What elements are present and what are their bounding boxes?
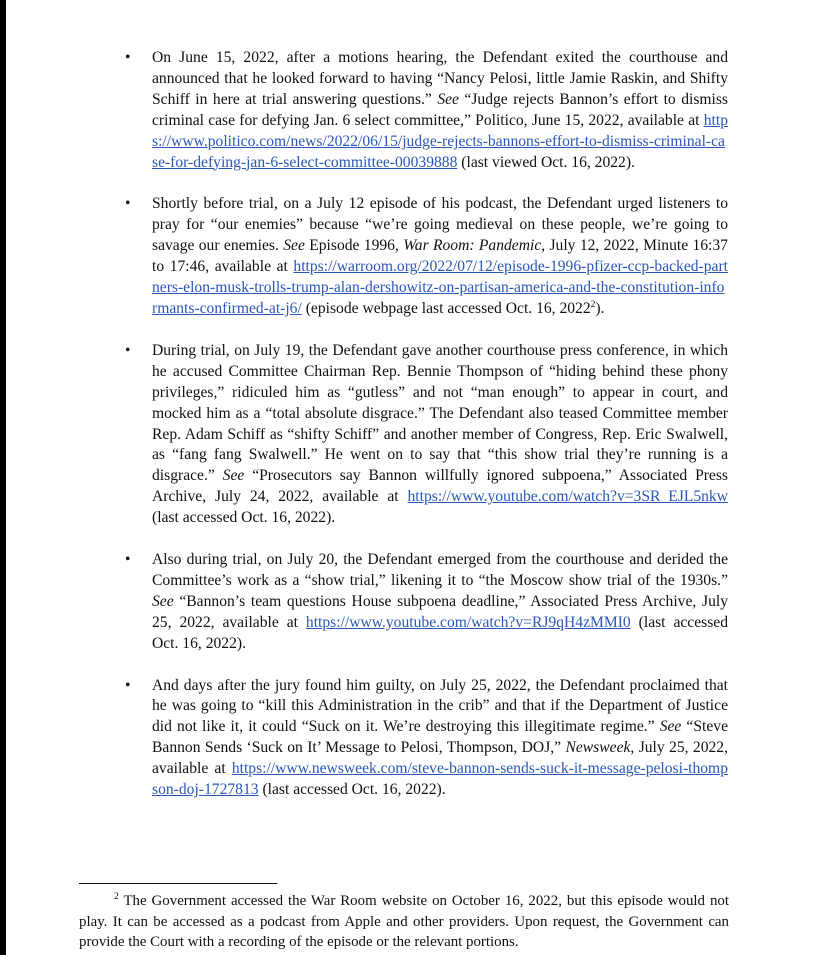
body-text: “Bannon’s team questions House subpoena deadline,” Associated Press Archive, July 25, 2022, available at [152, 592, 728, 631]
footnote-reference: 2 [590, 299, 596, 310]
italic-text: Newsweek [565, 739, 631, 757]
italic-text: See [222, 467, 245, 485]
body-text: , July 12, 2022, Minute 16:37 to 17:46, available at [152, 237, 728, 276]
body-text: (last accessed Oct. 16, 2022). [152, 509, 336, 527]
body-text: (last accessed Oct. 16, 2022). [258, 781, 446, 799]
body-text: And days after the jury found him guilty, on July 25, 2022, the Defendant proclaimed that he was going to “kill this Administration in the crib” and that if the Department of Justice did not like it, it could “Suck on it. We’re destroying this illegitimate regime.” [152, 676, 728, 736]
body-text: (episode webpage last accessed Oct. 16, 2022 [301, 299, 591, 317]
bullet-item [152, 48, 728, 173]
body-text: On June 15, 2022, after a motions hearing, the Defendant exited the courthouse and announced that he looked forward to having “Nancy Pelosi, little Jamie Raskin, and Shifty Schiff in here at trial answering questions.” [152, 49, 728, 108]
bullet-list [0, 48, 827, 822]
italic-text: War Room: Pandemic [403, 237, 542, 255]
citation-link[interactable]: https://www.newsweek.com/steve-bannon-sends-suck-it-message-pelosi-thompson-doj-1727813 [152, 760, 728, 799]
body-text: Shortly before trial, on a July 12 episode of his podcast, the Defendant urged listeners to pray for “our enemies” because “we’re going medieval on these people, we’re going to savage our enemies. [152, 195, 728, 255]
body-text: During trial, on July 19, the Defendant gave another courthouse press conference, in which he accused Committee Chairman Rep. Bennie Thompson of “hiding behind these phony privileges,” ridiculed him as “gutless” and not “man enough” to appear in court, and mocked him as a “total absolute disgrace.” The Defendant also teased Committee member Rep. Adam Schiff as “shifty Schiff” and another member of Congress, Rep. Eric Swalwell, as “fang fang Swalwell.” He went on to say that “this show trial they’re running is a disgrace.” [152, 341, 728, 485]
italic-text: See [152, 592, 174, 610]
bullet-item [152, 194, 728, 319]
citation-link[interactable]: https://www.politico.com/news/2022/06/15/judge-rejects-bannons-effort-to-dismiss-criminal-case-for-defying-jan-6-select-committee-00039888 [152, 111, 728, 171]
body-text: ). [595, 299, 605, 317]
italic-text: See [659, 718, 682, 736]
body-text: (last accessed Oct. 16, 2022). [152, 613, 728, 652]
italic-text: See [437, 90, 459, 108]
body-text: “Judge rejects Bannon’s effort to dismiss criminal case for defying Jan. 6 select committee,” Politico, June 15, 2022, available at [152, 90, 728, 129]
body-text: “Steve Bannon Sends ‘Suck on It’ Message to Pelosi, Thompson, DOJ,” [152, 718, 728, 757]
body-text: , July 25, 2022, available at [152, 739, 729, 778]
footnote [79, 891, 729, 953]
italic-text: See [283, 237, 305, 255]
footnote-marker: 2 [114, 892, 119, 903]
bullet-item [152, 676, 728, 801]
footnote-separator [79, 883, 277, 884]
bullet-item [152, 341, 728, 529]
citation-link[interactable]: https://warroom.org/2022/07/12/episode-1996-pfizer-ccp-backed-partners-elon-musk-trolls-trump-alan-dershowitz-on-partisan-america-and-the-constitution-informants-confirmed-at-j6/ [152, 258, 728, 317]
citation-link[interactable]: https://www.youtube.com/watch?v=3SR_EJL5nkw [407, 488, 728, 506]
citation-link[interactable]: https://www.youtube.com/watch?v=RJ9qH4zMMI0 [305, 613, 631, 631]
body-text: “Prosecutors say Bannon willfully ignored subpoena,” Associated Press Archive, July 24, 2022, available at [152, 467, 728, 506]
bullet-item [152, 550, 728, 655]
body-text: (last viewed Oct. 16, 2022). [457, 153, 635, 171]
body-text: Episode 1996, [304, 237, 404, 255]
footnote-text: The Government accessed the War Room website on October 16, 2022, but this episode would not play. It can be accessed as a podcast from Apple and other providers. Upon request, the Government can provide the Court with a recording of the episode or the relevant portions. [79, 893, 729, 950]
body-text: Also during trial, on July 20, the Defendant emerged from the courthouse and derided the Committee’s work as a “show trial,” likening it to “the Moscow show trial of the 1930s.” [152, 551, 728, 589]
